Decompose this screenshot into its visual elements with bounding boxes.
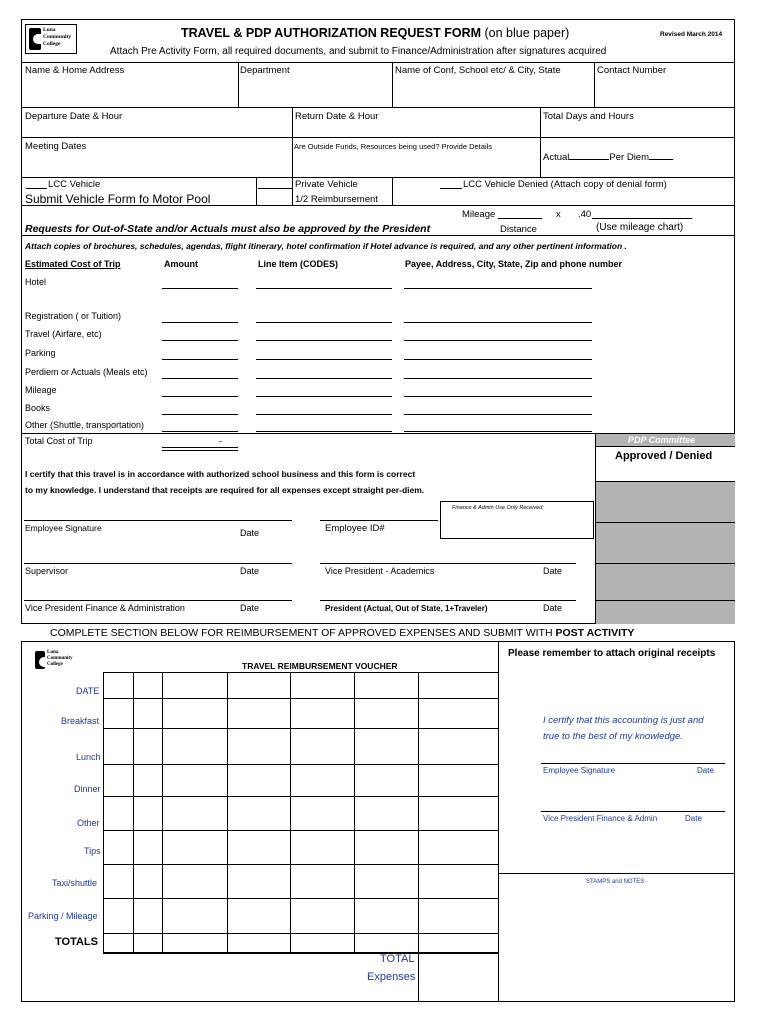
logo-line: Luna (47, 650, 59, 655)
cost-row-travel: Travel (Airfare, etc) (25, 329, 102, 339)
vp-academics-date-label[interactable]: Date (543, 566, 563, 576)
voucher-row-dinner: Dinner (74, 784, 101, 794)
revised-date: Revised March 2014 (660, 31, 723, 38)
departure-label[interactable]: Departure Date & Hour (25, 111, 123, 122)
outside-funds-label[interactable]: Are Outside Funds, Resources being used? Provide Details (294, 142, 493, 151)
department-label[interactable]: Department (240, 65, 290, 76)
total-cost-label: Total Cost of Trip (25, 436, 93, 446)
voucher-certify-1: I certify that this accounting is just and (543, 715, 704, 726)
form-subtitle: Attach Pre Activity Form, all required documents, and submit to Finance/Administration after signatures acquired (110, 46, 607, 57)
cost-header-line-item: Line Item (CODES) (258, 259, 339, 269)
certify-line-1: I certify that this travel is in accordance with authorized school business and this form is correct (25, 469, 416, 479)
cost-header-amount: Amount (164, 259, 198, 269)
finance-use-only-label: Finance & Admin Use Only Received: (452, 505, 544, 511)
voucher-vp-finance[interactable]: Vice President Finance & Admin (543, 814, 658, 823)
reimbursement-banner (50, 627, 634, 639)
logo-line: Luna (43, 27, 56, 33)
logo-line: College (47, 662, 63, 667)
voucher-row-tips: Tips (84, 846, 101, 856)
vehicle-denied-label[interactable]: LCC Vehicle Denied (Attach copy of denial form) (463, 179, 667, 190)
voucher-title: TRAVEL REIMBURSEMENT VOUCHER (242, 661, 398, 671)
cost-row-registration: Registration ( or Tuition) (25, 311, 122, 321)
mileage-chart-note: (Use mileage chart) (596, 222, 684, 233)
mileage-label: Mileage (462, 209, 496, 220)
form-title-note: (on blue paper) (484, 26, 570, 40)
times-symbol: x (556, 209, 561, 220)
cost-row-other: Other (Shuttle, transportation) (25, 420, 145, 430)
total-cost-value: - (219, 436, 222, 446)
cost-header-estimated: Estimated Cost of Trip (25, 259, 121, 269)
private-vehicle-label[interactable]: Private Vehicle (295, 179, 358, 190)
actual-per-diem[interactable] (543, 152, 673, 163)
banner-text: COMPLETE SECTION BELOW FOR REIMBURSEMENT OF APPROVED EXPENSES AND SUBMIT WITH (50, 627, 556, 639)
per-diem-label: Per Diem (609, 152, 649, 163)
conference-label[interactable]: Name of Conf, School etc/ & City, State (395, 65, 561, 76)
lcc-vehicle-label[interactable]: LCC Vehicle (48, 179, 101, 190)
voucher-row-parking: Parking / Mileage (28, 911, 98, 921)
attachments-note: Attach copies of brochures, schedules, agendas, flight itinerary, hotel confirmation if Hotel advance is required, and any other pertinent information . (25, 241, 627, 251)
mileage-rate: .40 (578, 209, 592, 220)
president-date-label[interactable]: Date (543, 603, 563, 613)
supervisor-label[interactable]: Supervisor (25, 566, 69, 576)
banner-bold-text: POST ACTIVITY (555, 627, 635, 639)
half-reimbursement-label: 1/2 Reimbursement (295, 194, 378, 205)
cost-row-books: Books (25, 403, 51, 413)
voucher-logo (32, 648, 74, 672)
approved-denied-label[interactable]: Approved / Denied (615, 450, 713, 462)
logo-text (47, 650, 73, 668)
return-label[interactable]: Return Date & Hour (295, 111, 379, 122)
voucher-row-breakfast: Breakfast (61, 716, 100, 726)
voucher-expenses-label: Expenses (367, 971, 416, 983)
vp-academics-label[interactable]: Vice President - Academics (325, 566, 435, 576)
employee-date-label[interactable]: Date (240, 528, 260, 538)
voucher-certify-2: true to the best of my knowledge. (543, 731, 683, 742)
total-days-label[interactable]: Total Days and Hours (543, 111, 634, 122)
voucher-total-label: TOTAL (380, 953, 415, 965)
voucher-row-date: DATE (76, 686, 100, 696)
logo-line: Community (47, 656, 73, 661)
motor-pool-label: Submit Vehicle Form fo Motor Pool (25, 192, 211, 206)
voucher-totals-label: TOTALS (55, 936, 98, 948)
logo-mark-icon (35, 651, 45, 669)
meeting-dates-label[interactable]: Meeting Dates (25, 141, 87, 152)
cost-header-payee: Payee, Address, City, State, Zip and phone number (405, 259, 623, 269)
logo-line: Community (43, 34, 72, 40)
receipts-note: Please remember to attach original receipts (508, 648, 716, 659)
cost-row-parking: Parking (25, 348, 56, 358)
employee-signature-label[interactable]: Employee Signature (25, 523, 102, 533)
pdp-committee-label: PDP Committee (628, 435, 696, 445)
vp-finance-label[interactable]: Vice President Finance & Administration (25, 603, 185, 613)
contact-number-label[interactable]: Contact Number (597, 65, 667, 76)
employee-id-label[interactable]: Employee ID# (325, 523, 385, 534)
voucher-employee-signature[interactable]: Employee Signature (543, 766, 616, 775)
certify-line-2: to my knowledge. I understand that receipts are required for all expenses except straight per-diem. (25, 485, 425, 495)
name-address-label[interactable]: Name & Home Address (25, 65, 125, 76)
voucher-row-other: Other (77, 818, 100, 828)
vp-finance-date-label[interactable]: Date (240, 603, 260, 613)
cost-row-perdiem: Perdiem or Actuals (Meals etc) (25, 367, 148, 377)
stamps-notes-label: STAMPS and NOTES (586, 879, 645, 885)
logo-line: College (43, 41, 61, 47)
actual-label: Actual (543, 152, 570, 163)
supervisor-date-label[interactable]: Date (240, 566, 260, 576)
voucher-vp-date[interactable]: Date (685, 814, 702, 823)
president-label[interactable]: President (Actual, Out of State, 1+Traveler) (325, 604, 488, 613)
distance-label: Distance (500, 224, 537, 235)
form-title-text: TRAVEL & PDP AUTHORIZATION REQUEST FORM (181, 26, 482, 40)
voucher-employee-date[interactable]: Date (697, 766, 714, 775)
stamps-notes-box[interactable] (498, 873, 735, 1002)
voucher-row-lunch: Lunch (76, 752, 101, 762)
cost-row-hotel: Hotel (25, 277, 47, 287)
voucher-row-taxi: Taxi/shuttle (52, 878, 98, 888)
president-approval-note: Requests for Out-of-State and/or Actuals must also be approved by the President (25, 223, 431, 235)
cost-row-mileage: Mileage (25, 385, 57, 395)
